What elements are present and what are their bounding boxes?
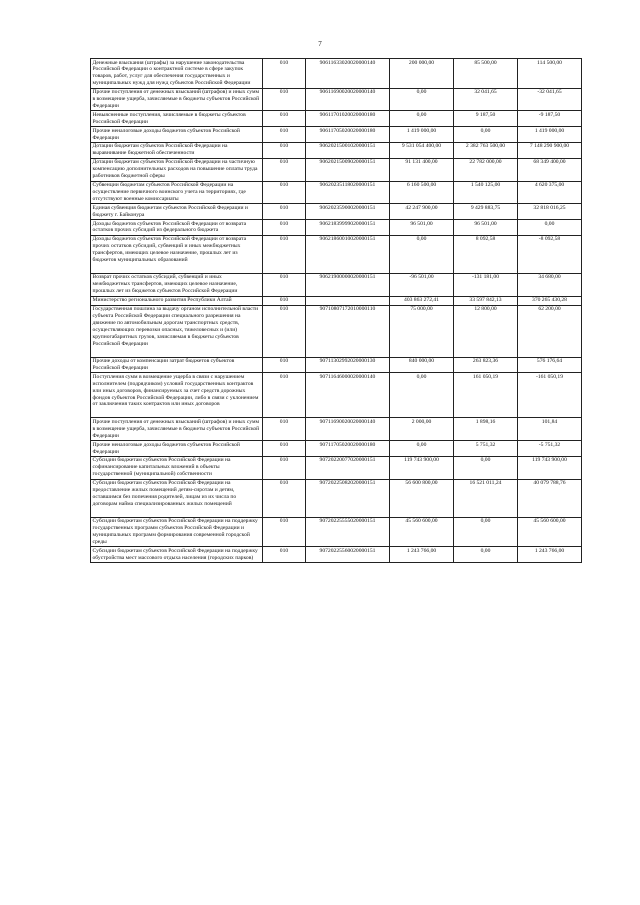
row-remainder: 32 818 016,25	[518, 204, 582, 220]
row-executed: 263 823,36	[454, 357, 518, 373]
row-plan: 200 000,00	[390, 59, 454, 89]
row-remainder: 45 560 600,00	[518, 517, 582, 547]
row-name: Прочие поступления от денежных взысканий (штрафов) и иных сумм в возмещение ущерба, зачисляемые в бюджеты субъектов Российской Федерации	[91, 418, 263, 441]
row-plan: 840 000,00	[390, 357, 454, 373]
table-row	[91, 111, 582, 127]
row-admin-code: 010	[263, 547, 306, 563]
row-budget-code: 90620215001020000151	[306, 142, 390, 158]
row-remainder: -32 041,65	[518, 88, 582, 111]
row-name: Прочие неналоговые доходы бюджетов субъектов Российской Федерации	[91, 127, 263, 143]
row-plan: 6 160 500,00	[390, 181, 454, 204]
row-executed: 12 800,00	[454, 305, 518, 357]
row-plan: 0,00	[390, 441, 454, 457]
row-remainder: 40 079 788,76	[518, 479, 582, 517]
row-name: Денежные взыскания (штрафы) за нарушение законодательства Российской Федерации о контрактной системе в сфере закупок товаров, работ, услуг для обеспечения государственных и муниципальных нужд для нужд субъектов Российской Федерации	[91, 59, 263, 89]
row-plan: 0,00	[390, 235, 454, 273]
row-budget-code: 90621900000020000151	[306, 273, 390, 296]
table-row	[91, 273, 582, 296]
table-row	[91, 296, 582, 305]
table-row	[91, 88, 582, 111]
row-executed: 2 382 763 500,00	[454, 142, 518, 158]
row-plan: 0,00	[390, 111, 454, 127]
row-admin-code: 010	[263, 456, 306, 479]
row-executed: 161 050,19	[454, 373, 518, 418]
row-remainder: -5 751,32	[518, 441, 582, 457]
row-budget-code: 90720225082020000151	[306, 479, 390, 517]
table-row	[91, 373, 582, 418]
row-budget-code: 90621860010020000151	[306, 235, 390, 273]
row-admin-code: 010	[263, 373, 306, 418]
row-budget-code: 90611690020020000140	[306, 88, 390, 111]
row-budget-code: 90720220077020000151	[306, 456, 390, 479]
row-executed: 0,00	[454, 127, 518, 143]
row-remainder: 0,00	[518, 220, 582, 236]
row-budget-code	[306, 296, 390, 305]
row-plan: 45 560 600,00	[390, 517, 454, 547]
row-budget-code: 90620215009020000151	[306, 158, 390, 181]
row-admin-code: 010	[263, 220, 306, 236]
table-row	[91, 127, 582, 143]
row-executed: 85 500,00	[454, 59, 518, 89]
row-admin-code: 010	[263, 479, 306, 517]
row-name: Субсидии бюджетам субъектов Российской Федерации на предоставление жилых помещений детям-сиротам и детям, оставшимся без попечения родителей, лицам из их числа по договорам найма специализированных жилых помещений	[91, 479, 263, 517]
row-executed: 8 092,58	[454, 235, 518, 273]
page-number: 7	[318, 40, 322, 48]
row-admin-code: 010	[263, 357, 306, 373]
row-plan: 119 743 900,00	[390, 456, 454, 479]
row-name: Доходы бюджетов субъектов Российской Федерации от возврата остатков прочих субсидий из федерального бюджета	[91, 220, 263, 236]
row-executed: 22 782 000,00	[454, 158, 518, 181]
row-plan: 9 531 054 400,00	[390, 142, 454, 158]
table-row	[91, 220, 582, 236]
row-budget-code: 90711302992020000130	[306, 357, 390, 373]
row-budget-code: 90711646000020000140	[306, 373, 390, 418]
revenue-table	[90, 58, 582, 563]
row-remainder: 119 743 900,00	[518, 456, 582, 479]
revenue-table-body	[91, 59, 582, 563]
table-row	[91, 441, 582, 457]
row-budget-code: 90611701020020000180	[306, 111, 390, 127]
table-row	[91, 305, 582, 357]
table-row	[91, 181, 582, 204]
row-budget-code: 90711690020020000140	[306, 418, 390, 441]
row-name: Министерство регионального развития Республики Алтай	[91, 296, 263, 305]
row-name: Субсидии бюджетам субъектов Российской Федерации на софинансирование капитальных вложений в объекты государственной (муниципальной) собственности	[91, 456, 263, 479]
row-remainder: 101,84	[518, 418, 582, 441]
row-name: Дотации бюджетам субъектов Российской Федерации на частичную компенсацию дополнительных расходов на повышение оплаты труда работников бюджетной сферы	[91, 158, 263, 181]
row-name: Субсидии бюджетам субъектов Российской Федерации на поддержку обустройства мест массового отдыха населения (городских парков)	[91, 547, 263, 563]
row-plan: 2 000,00	[390, 418, 454, 441]
row-remainder: 34 680,00	[518, 273, 582, 296]
row-budget-code: 90621839999020000151	[306, 220, 390, 236]
row-plan: 56 600 800,00	[390, 479, 454, 517]
row-budget-code: 90711705020020000180	[306, 441, 390, 457]
row-executed: 32 041,65	[454, 88, 518, 111]
row-budget-code: 90720225560020000151	[306, 547, 390, 563]
row-remainder: 114 500,00	[518, 59, 582, 89]
row-name: Поступления сумм в возмещение ущерба в связи с нарушением исполнителем (подрядчиком) условий государственных контрактов или иных договоров, финансируемых за счет средств дорожных фондов субъектов Российской Федерации, либо в связи с уклонением от заключения таких контрактов или иных договоров	[91, 373, 263, 418]
row-name: Дотации бюджетам субъектов Российской Федерации на выравнивание бюджетной обеспеченности	[91, 142, 263, 158]
table-row	[91, 142, 582, 158]
row-admin-code: 010	[263, 88, 306, 111]
row-budget-code: 90620235118020000151	[306, 181, 390, 204]
row-name: Единая субвенция бюджетам субъектов Российской Федерации и бюджету г. Байконура	[91, 204, 263, 220]
row-executed: 1 540 125,00	[454, 181, 518, 204]
table-row	[91, 479, 582, 517]
row-name: Доходы бюджетов субъектов Российской Федерации от возврата прочих остатков субсидий, субвенций и иных межбюджетных трансфертов, имеющих целевое назначение, прошлых лет из бюджетов муниципальных образований	[91, 235, 263, 273]
row-executed: 0,00	[454, 456, 518, 479]
row-admin-code: 010	[263, 296, 306, 305]
row-admin-code: 010	[263, 59, 306, 89]
row-admin-code: 010	[263, 142, 306, 158]
row-executed: 9 429 883,75	[454, 204, 518, 220]
row-name: Субвенции бюджетам субъектов Российской Федерации на осуществление первичного воинского учета на территориях, где отсутствуют военные комиссариаты	[91, 181, 263, 204]
row-executed: 9 187,50	[454, 111, 518, 127]
table-row	[91, 204, 582, 220]
row-admin-code: 010	[263, 111, 306, 127]
row-name: Прочие поступления от денежных взысканий (штрафов) и иных сумм в возмещение ущерба, зачисляемые в бюджеты субъектов Российской Федерации	[91, 88, 263, 111]
row-remainder: 370 265 430,28	[518, 296, 582, 305]
row-remainder: 4 620 375,00	[518, 181, 582, 204]
row-remainder: 1 243 766,00	[518, 547, 582, 563]
row-executed: 16 521 011,24	[454, 479, 518, 517]
row-budget-code: 90611705020020000180	[306, 127, 390, 143]
row-admin-code: 010	[263, 305, 306, 357]
row-admin-code: 010	[263, 418, 306, 441]
row-remainder: -9 187,50	[518, 111, 582, 127]
row-admin-code: 010	[263, 127, 306, 143]
table-row	[91, 418, 582, 441]
row-name: Субсидии бюджетам субъектов Российской Федерации на поддержку государственных программ субъектов Российской Федерации и муниципальных программ формирования современной городской среды	[91, 517, 263, 547]
table-row	[91, 517, 582, 547]
row-name: Государственная пошлина за выдачу органом исполнительной власти субъекта Российской Федерации специального разрешения на движение по автомобильным дорогам транспортных средств, осуществляющих перевозки опасных, тяжеловесных и (или) крупногабаритных грузов, зачисляемая в бюджеты субъектов Российской Федерации	[91, 305, 263, 357]
row-name: Возврат прочих остатков субсидий, субвенций и иных межбюджетных трансфертов, имеющих целевое назначение, прошлых лет из бюджетов субъектов Российской Федерации	[91, 273, 263, 296]
row-executed: 0,00	[454, 547, 518, 563]
row-executed: 1 898,16	[454, 418, 518, 441]
row-executed: 0,00	[454, 517, 518, 547]
row-plan: 75 000,00	[390, 305, 454, 357]
table-row	[91, 235, 582, 273]
row-name: Прочие неналоговые доходы бюджетов субъектов Российской Федерации	[91, 441, 263, 457]
row-remainder: -161 050,19	[518, 373, 582, 418]
row-budget-code: 90611633020020000140	[306, 59, 390, 89]
table-row	[91, 357, 582, 373]
row-admin-code: 010	[263, 204, 306, 220]
table-row	[91, 59, 582, 89]
row-executed: 33 597 842,13	[454, 296, 518, 305]
row-remainder: 62 200,00	[518, 305, 582, 357]
row-remainder: -8 092,58	[518, 235, 582, 273]
row-admin-code: 010	[263, 181, 306, 204]
row-remainder: 7 148 290 900,00	[518, 142, 582, 158]
row-remainder: 68 349 400,00	[518, 158, 582, 181]
row-remainder: 1 419 000,00	[518, 127, 582, 143]
table-row	[91, 547, 582, 563]
row-plan: 0,00	[390, 373, 454, 418]
table-row	[91, 158, 582, 181]
row-budget-code: 90620235900020000151	[306, 204, 390, 220]
row-name: Прочие доходы от компенсации затрат бюджетов субъектов Российской Федерации	[91, 357, 263, 373]
row-plan: 42 247 900,00	[390, 204, 454, 220]
row-plan: 1 243 766,00	[390, 547, 454, 563]
row-budget-code: 90720225555020000151	[306, 517, 390, 547]
row-plan: 96 501,00	[390, 220, 454, 236]
row-plan: -96 501,00	[390, 273, 454, 296]
row-plan: 403 863 272,41	[390, 296, 454, 305]
row-admin-code: 010	[263, 517, 306, 547]
row-remainder: 576 176,64	[518, 357, 582, 373]
table-row	[91, 456, 582, 479]
row-plan: 0,00	[390, 88, 454, 111]
row-admin-code: 010	[263, 158, 306, 181]
row-executed: 96 501,00	[454, 220, 518, 236]
row-executed: 5 751,32	[454, 441, 518, 457]
row-admin-code: 010	[263, 441, 306, 457]
row-admin-code: 010	[263, 273, 306, 296]
row-budget-code: 90710807172010000110	[306, 305, 390, 357]
row-executed: -131 181,00	[454, 273, 518, 296]
row-plan: 1 419 000,00	[390, 127, 454, 143]
row-admin-code: 010	[263, 235, 306, 273]
row-plan: 91 131 400,00	[390, 158, 454, 181]
row-name: Невыясненные поступления, зачисляемые в бюджеты субъектов Российской Федерации	[91, 111, 263, 127]
